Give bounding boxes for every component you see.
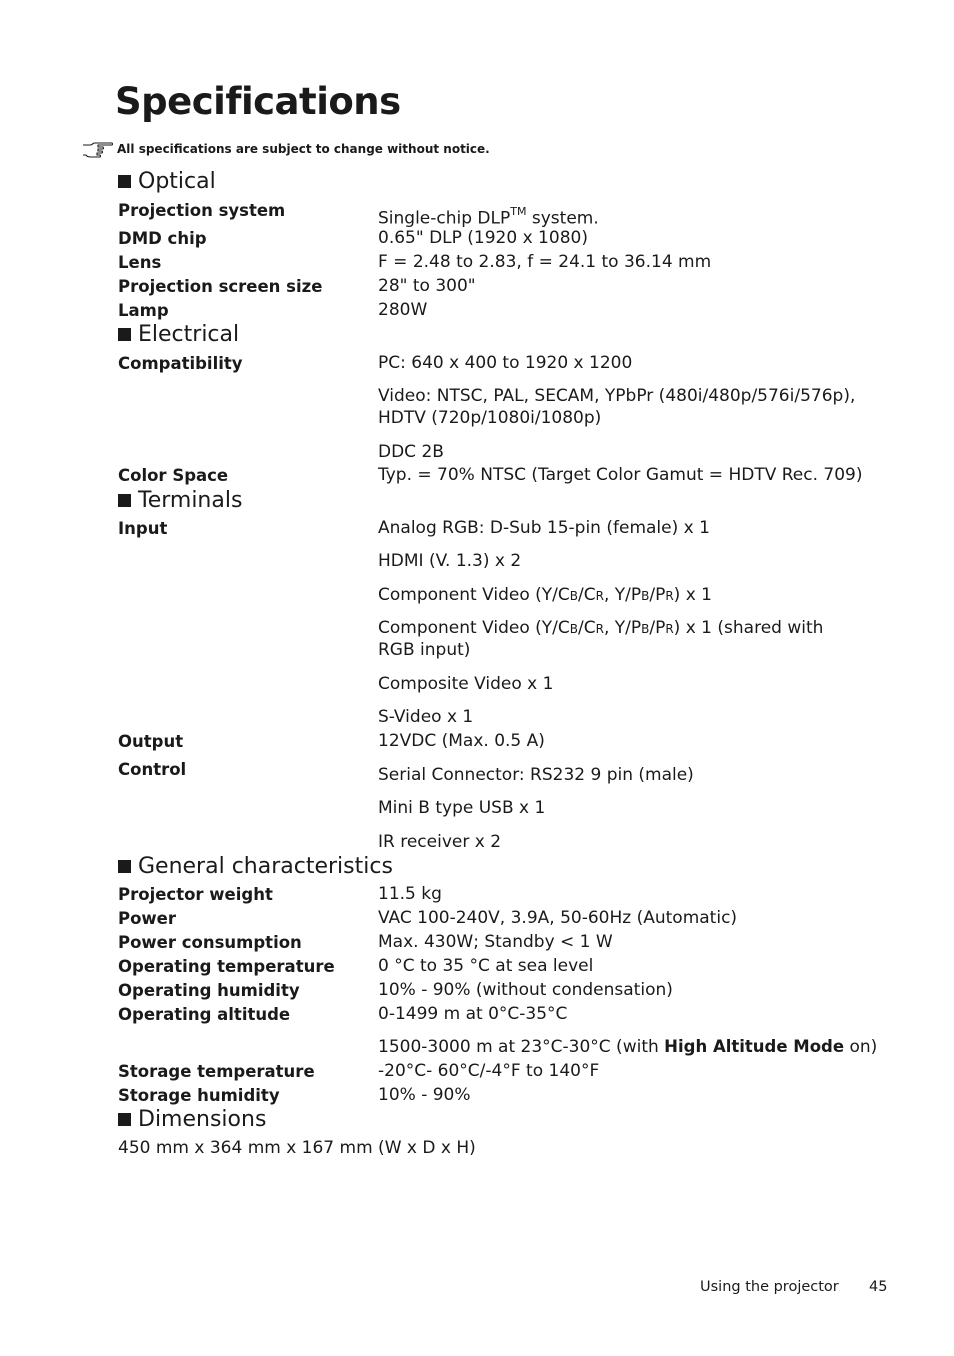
spec-value: 0.65" DLP (1920 x 1080) — [378, 228, 588, 248]
bullet-square-icon — [118, 860, 131, 873]
spec-value: Component Video (Y/CB/CR, Y/PB/PR) x 1 (shared with — [378, 618, 824, 638]
spec-label: DMD chip — [118, 229, 207, 248]
spec-value: Composite Video x 1 — [378, 674, 554, 694]
section-heading: Electrical — [138, 322, 240, 347]
spec-label: Input — [118, 519, 168, 538]
bullet-square-icon — [118, 328, 131, 341]
spec-value: Typ. = 70% NTSC (Target Color Gamut = HDTV Rec. 709) — [378, 465, 863, 485]
spec-value: 0-1499 m at 0°C-35°C — [378, 1004, 568, 1024]
spec-value: -20°C- 60°C/-4°F to 140°F — [378, 1061, 600, 1081]
note-text: All specifications are subject to change without notice. — [117, 142, 490, 156]
spec-label: Operating altitude — [118, 1005, 291, 1024]
section-optical — [118, 169, 216, 194]
bullet-square-icon — [118, 1113, 131, 1126]
pointing-hand-icon — [82, 141, 114, 161]
spec-value: Mini B type USB x 1 — [378, 798, 546, 818]
spec-value: S-Video x 1 — [378, 707, 474, 727]
spec-label: Projection screen size — [118, 277, 323, 296]
spec-value: 28" to 300" — [378, 276, 476, 296]
spec-value: Analog RGB: D-Sub 15-pin (female) x 1 — [378, 518, 710, 538]
spec-value: 280W — [378, 300, 428, 320]
section-dimensions — [118, 1107, 266, 1132]
spec-label: Compatibility — [118, 354, 243, 373]
spec-value: Serial Connector: RS232 9 pin (male) — [378, 765, 694, 785]
section-general — [118, 854, 393, 879]
spec-value: 10% - 90% (without condensation) — [378, 980, 673, 1000]
spec-value: 12VDC (Max. 0.5 A) — [378, 731, 545, 751]
spec-label: Storage temperature — [118, 1062, 315, 1081]
section-electrical — [118, 322, 239, 347]
spec-value: F = 2.48 to 2.83, f = 24.1 to 36.14 mm — [378, 252, 712, 272]
spec-label: Power consumption — [118, 933, 302, 952]
bullet-square-icon — [118, 175, 131, 188]
spec-value: 450 mm x 364 mm x 167 mm (W x D x H) — [118, 1138, 476, 1158]
spec-value: 0 °C to 35 °C at sea level — [378, 956, 594, 976]
bullet-square-icon — [118, 494, 131, 507]
section-heading: Terminals — [138, 488, 243, 513]
spec-value: Component Video (Y/CB/CR, Y/PB/PR) x 1 — [378, 585, 712, 605]
section-heading: General characteristics — [138, 854, 393, 879]
spec-value: 1500-3000 m at 23°C-30°C (with High Altitude Mode on) — [378, 1037, 878, 1057]
spec-label: Operating humidity — [118, 981, 300, 1000]
spec-value: RGB input) — [378, 640, 471, 660]
spec-label: Color Space — [118, 466, 229, 485]
spec-label: Projector weight — [118, 885, 273, 904]
spec-value: Max. 430W; Standby < 1 W — [378, 932, 613, 952]
section-heading: Dimensions — [138, 1107, 267, 1132]
spec-value: 11.5 kg — [378, 884, 442, 904]
spec-value: 10% - 90% — [378, 1085, 471, 1105]
spec-value: IR receiver x 2 — [378, 832, 502, 852]
spec-value: VAC 100-240V, 3.9A, 50-60Hz (Automatic) — [378, 908, 738, 928]
spec-label: Lens — [118, 253, 162, 272]
spec-label: Output — [118, 732, 184, 751]
spec-value: Video: NTSC, PAL, SECAM, YPbPr (480i/480p/576i/576p), — [378, 386, 856, 406]
spec-label: Control — [118, 760, 187, 779]
spec-value: HDTV (720p/1080i/1080p) — [378, 408, 602, 428]
spec-value: HDMI (V. 1.3) x 2 — [378, 551, 522, 571]
page-number: 45 — [869, 1279, 888, 1295]
spec-label: Lamp — [118, 301, 169, 320]
footer-text: Using the projector — [700, 1279, 839, 1295]
page-title: Specifications — [115, 80, 401, 123]
spec-label: Power — [118, 909, 176, 928]
spec-label: Storage humidity — [118, 1086, 280, 1105]
spec-value: PC: 640 x 400 to 1920 x 1200 — [378, 353, 633, 373]
section-heading: Optical — [138, 169, 216, 194]
spec-label: Projection system — [118, 201, 286, 220]
spec-value: DDC 2B — [378, 442, 444, 462]
spec-label: Operating temperature — [118, 957, 335, 976]
spec-value: Single-chip DLP™ system. — [378, 205, 599, 229]
section-terminals — [118, 488, 242, 513]
